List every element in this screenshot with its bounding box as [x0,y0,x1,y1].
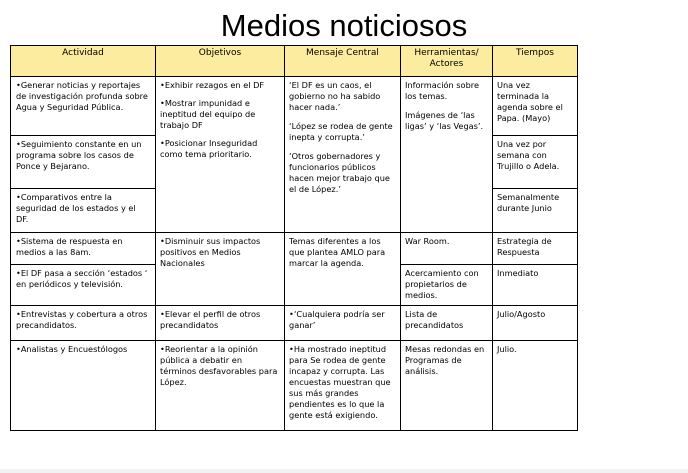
objetivos-cell: •Elevar el perfil de otros precandidatos [156,306,285,341]
tiempos-cell: Una vez por semana con Trujillo o Adela. [493,136,578,189]
actividad-cell: •Analistas y Encuestólogos [11,341,156,431]
objetivos-cell: •Reorientar a la opinión pública a debatir en términos desfavorables para López. [156,341,285,431]
herramientas-cell: Mesas redondas en Programas de análisis. [401,341,493,431]
actividad-cell: •Comparativos entre la seguridad de los estados y el DF. [11,189,156,233]
mensaje-text: ‘Otros gobernadores y funcionarios públicos hacen mejor trabajo que el de López.’ [289,151,390,194]
tiempos-cell: Julio/Agosto [493,306,578,341]
objetivo-text: •Exhibir rezagos en el DF [160,80,265,90]
page-title: Medios noticiosos [220,8,468,43]
actividad-cell: •Seguimiento constante en un programa sobre los casos de Ponce y Bejarano. [11,136,156,189]
mensaje-cell: •Ha mostrado ineptitud para Se rodea de gente incapaz y corrupta. Las encuestas muestran que sus más grandes pendientes es lo que la gente está exigiendo. [285,341,401,431]
tiempos-cell: Semanalmente durante Junio [493,189,578,233]
mensaje-text: ‘El DF es un caos, el gobierno no ha sabido hacer nada.’ [289,80,381,112]
media-strategy-table [10,45,578,431]
header-herramientas-line2: Actores [429,59,464,69]
actividad-cell: •Generar noticias y reportajes de investigación profunda sobre Agua y Seguridad Pública. [11,77,156,136]
header-tiempos: Tiempos [493,46,578,77]
table-row [11,306,578,341]
actividad-cell: •El DF pasa a sección ‘estados ‘ en periódicos y televisión. [11,265,156,306]
table-row [11,77,578,136]
table-row [11,341,578,431]
tiempos-cell: Una vez terminada la agenda sobre el Papa. (Mayo) [493,77,578,136]
header-objetivos: Objetivos [156,46,285,77]
actividad-cell: •Sistema de respuesta en medios a las 8am. [11,233,156,265]
herramientas-cell: Lista de precandidatos [401,306,493,341]
header-actividad: Actividad [11,46,156,77]
objetivos-cell: •Disminuir sus impactos positivos en Medios Nacionales [156,233,285,306]
herramientas-cell: Acercamiento con propietarios de medios. [401,265,493,306]
herramientas-cell: War Room. [401,233,493,265]
header-herramientas-actores [401,46,493,77]
mensaje-cell: •‘Cualquiera podría ser ganar’ [285,306,401,341]
herramienta-text: Imágenes de ‘las ligas’ y ‘las Vegas’. [405,110,484,131]
tiempos-cell: Julio. [493,341,578,431]
herramientas-cell [401,77,493,233]
actividad-cell: •Entrevistas y cobertura a otros precandidatos. [11,306,156,341]
herramienta-text: Información sobre los temas. [405,80,479,101]
bottom-strip [0,469,688,473]
header-herramientas-line1: Herramientas/ [414,48,479,58]
objetivo-text: •Mostrar impunidad e ineptitud del equipo de trabajo DF [160,98,256,130]
table-row [11,233,578,265]
objetivo-text: •Posicionar Inseguridad como tema prioritario. [160,138,258,159]
header-mensaje-central: Mensaje Central [285,46,401,77]
mensaje-cell [285,77,401,233]
tiempos-cell: Estrategia de Respuesta [493,233,578,265]
objetivos-cell [156,77,285,233]
header-row [11,46,578,77]
mensaje-text: ‘López se rodea de gente inepta y corrupta.’ [289,121,393,142]
tiempos-cell: Inmediato [493,265,578,306]
mensaje-cell: Temas diferentes a los que plantea AMLO para marcar la agenda. [285,233,401,306]
